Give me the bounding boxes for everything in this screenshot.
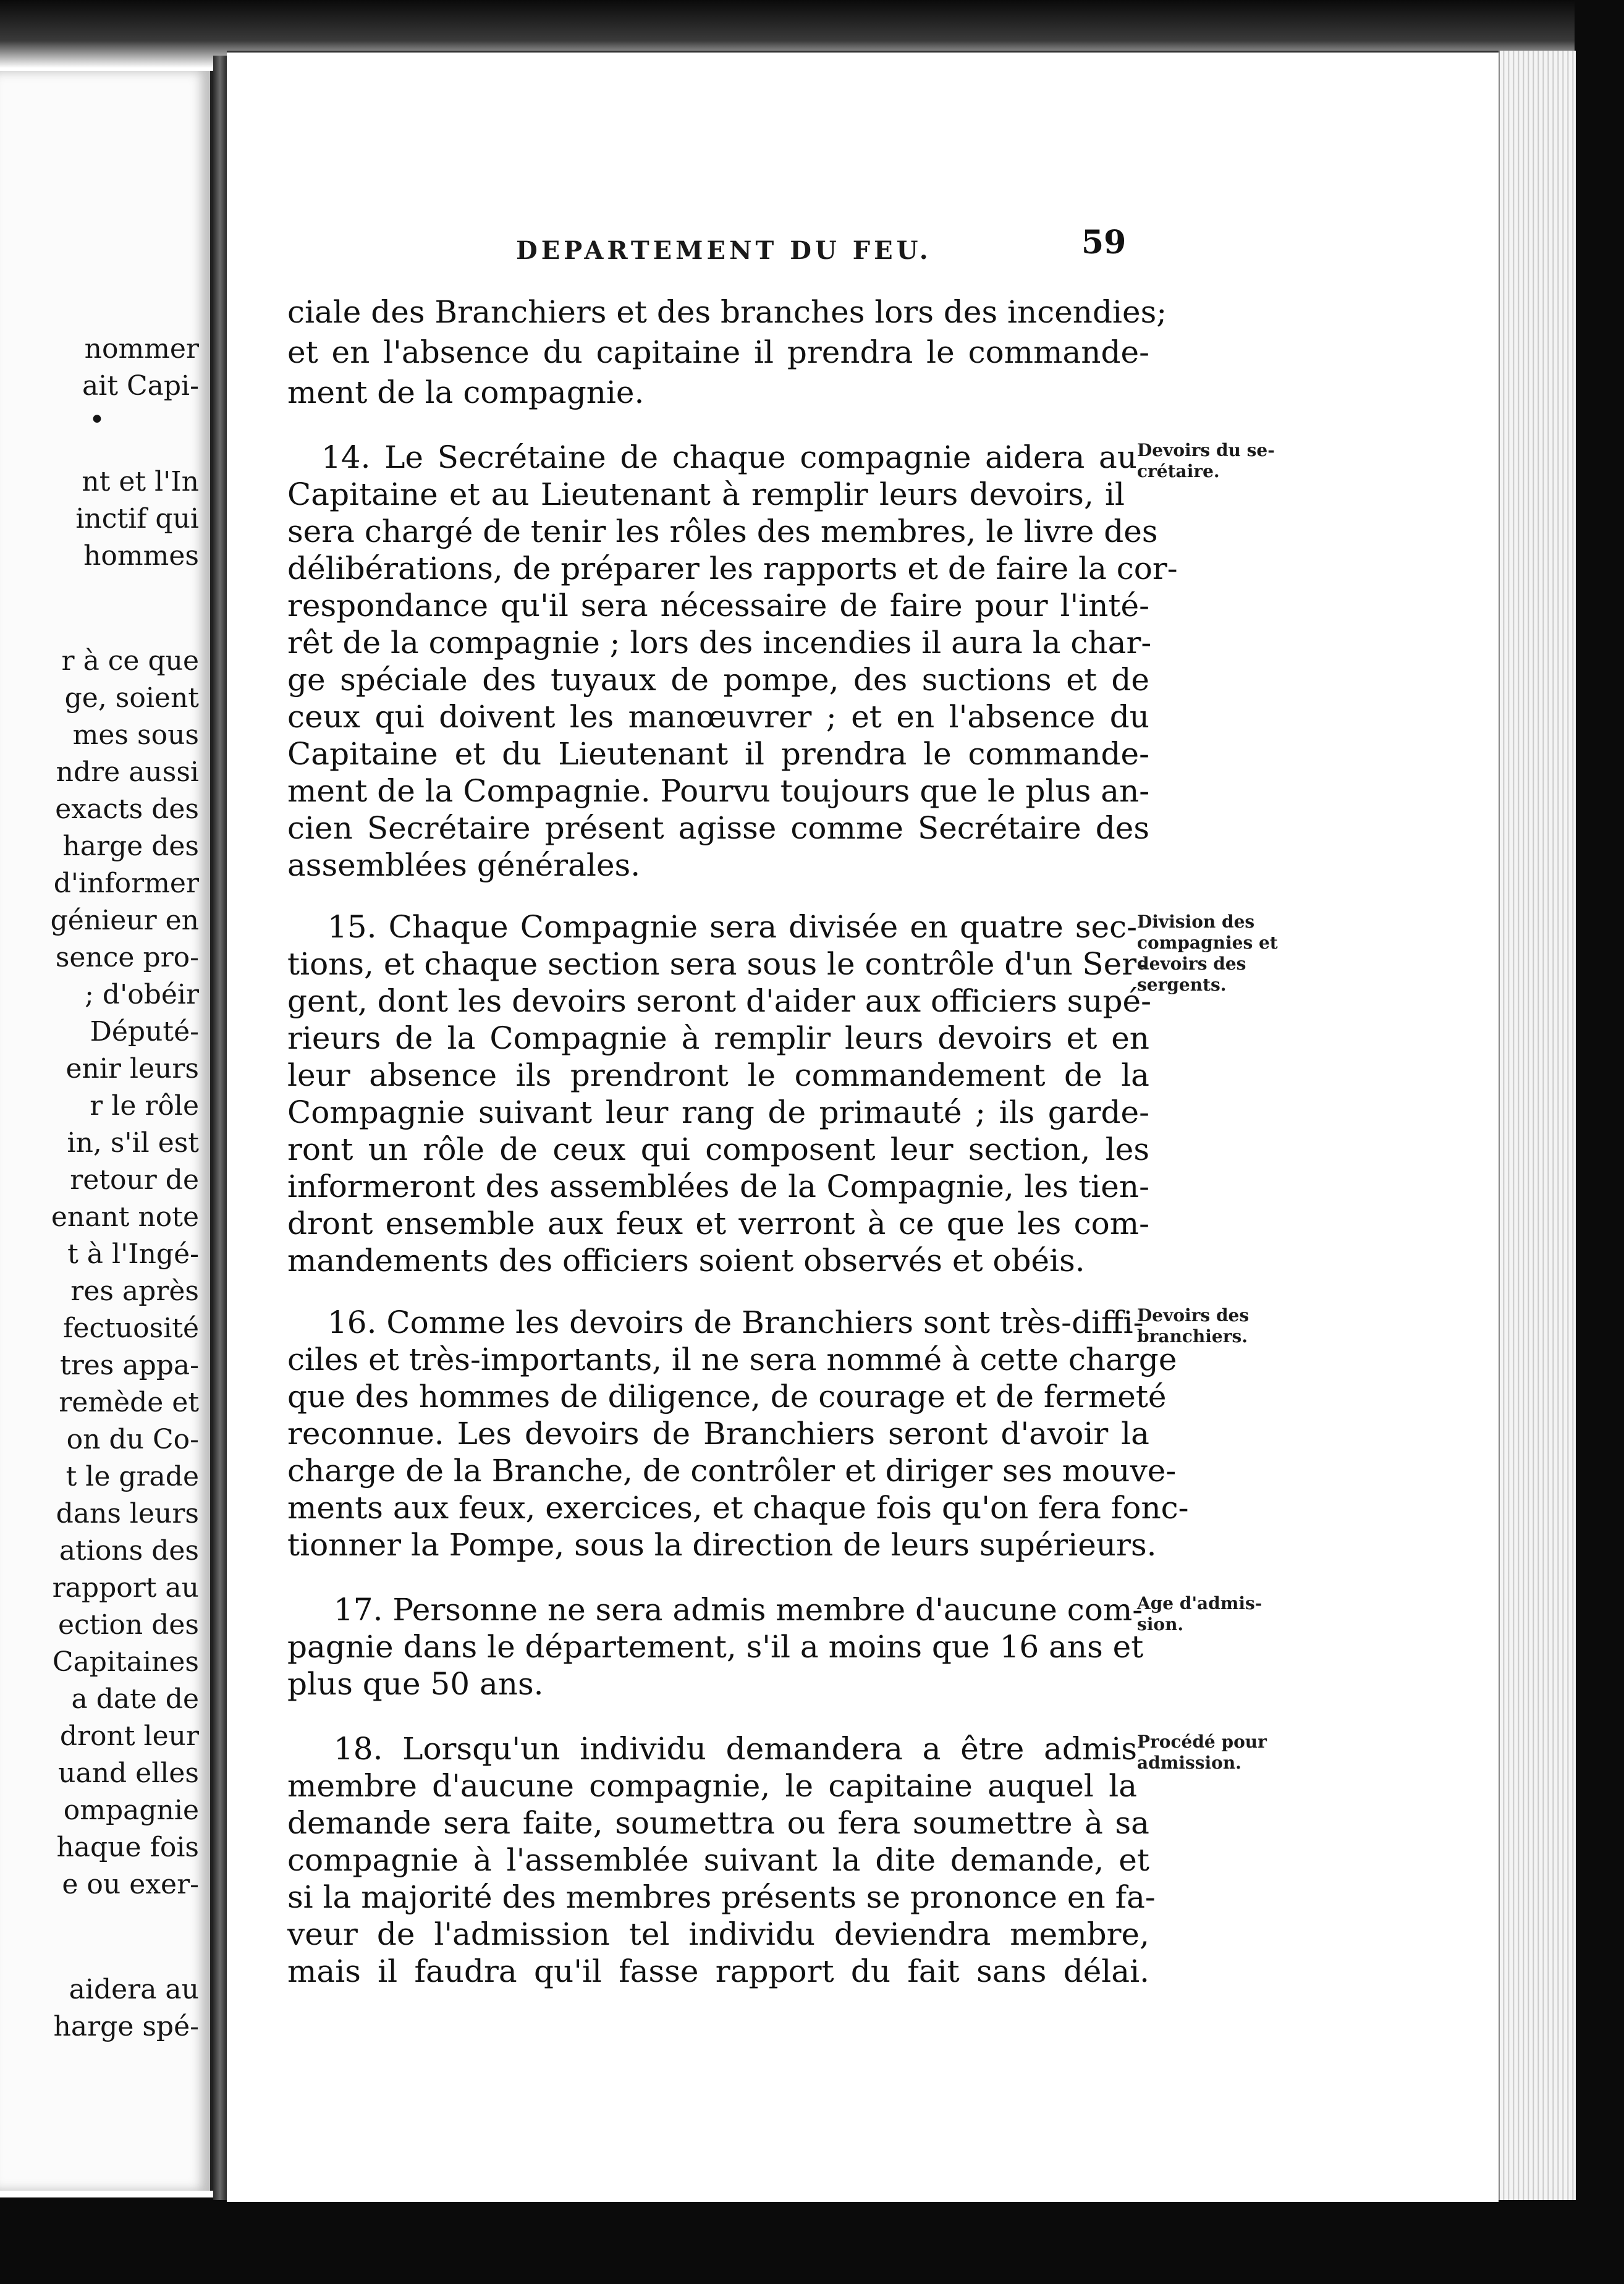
text-line: Capitaine et du Lieutenant il prendra le commande- <box>287 736 1149 772</box>
left-page-line: harge spé- <box>53 2011 199 2042</box>
left-page-line: ompagnie <box>63 1795 199 1826</box>
left-page-line: tres appa- <box>60 1350 199 1381</box>
margin-note <box>1137 440 1304 482</box>
text-line: gent, dont les devoirs seront d'aider aux officiers supé- <box>287 983 1151 1019</box>
text-line: demande sera faite, soumettra ou fera soumettre à sa <box>287 1805 1149 1841</box>
text-line: rieurs de la Compagnie à remplir leurs devoirs et en <box>287 1020 1149 1056</box>
left-page-line: in, s'il est <box>67 1127 199 1159</box>
margin-note <box>1137 1732 1304 1774</box>
left-page-line: ; d'obéir <box>85 979 199 1010</box>
page-edges <box>1499 51 1576 2200</box>
scan-bottom-border <box>0 2197 1624 2284</box>
left-page-line: aidera au <box>69 1974 199 2005</box>
left-page-line: ndre aussi <box>56 756 199 788</box>
page-number: 59 <box>1081 224 1127 261</box>
left-page-line: hommes <box>83 540 199 572</box>
text-line: ciles et très-importants, il ne sera nommé à cette charge <box>287 1342 1177 1377</box>
left-page-line: t le grade <box>66 1461 199 1492</box>
text-line: cien Secrétaire présent agisse comme Secrétaire des <box>287 810 1149 846</box>
text-line: et en l'absence du capitaine il prendra le commande- <box>287 334 1149 370</box>
left-page-line: ait Capi- <box>82 370 199 402</box>
margin-note <box>1137 1305 1304 1347</box>
left-page-line: t à l'Ingé- <box>67 1238 199 1270</box>
text-line: 18. Lorsqu'un individu demandera a être admis <box>334 1731 1137 1767</box>
left-page-line: nommer <box>84 333 199 365</box>
running-head: DEPARTEMENT DU FEU. <box>516 236 932 265</box>
left-page-line: fectuosité <box>63 1313 199 1344</box>
left-page-line: e ou exer- <box>62 1869 199 1900</box>
margin-note-line: admission. <box>1137 1753 1241 1773</box>
text-line: Capitaine et au Lieutenant à remplir leurs devoirs, il <box>287 476 1125 512</box>
margin-note-line: compagnies et <box>1137 933 1278 953</box>
text-line: rêt de la compagnie ; lors des incendies il aura la char- <box>287 625 1152 661</box>
left-page-line: rapport au <box>52 1572 199 1604</box>
text-line: compagnie à l'assemblée suivant la dite demande, et <box>287 1842 1149 1878</box>
left-page-line: ection des <box>57 1609 199 1641</box>
text-line: reconnue. Les devoirs de Branchiers seront d'avoir la <box>287 1416 1149 1452</box>
left-page-line: enant note <box>51 1201 199 1233</box>
left-page-line: • <box>89 404 105 436</box>
text-line: respondance qu'il sera nécessaire de faire pour l'inté- <box>287 588 1149 624</box>
left-page-line: enir leurs <box>66 1053 199 1085</box>
text-line: ment de la compagnie. <box>287 374 645 410</box>
previous-page-fragment <box>0 71 213 2191</box>
text-line: Compagnie suivant leur rang de primauté ; ils garde- <box>287 1094 1149 1130</box>
text-line: sera chargé de tenir les rôles des membres, le livre des <box>287 514 1158 549</box>
text-line: charge de la Branche, de contrôler et diriger ses mouve- <box>287 1453 1177 1489</box>
text-line: informeront des assemblées de la Compagnie, les tien- <box>287 1169 1149 1204</box>
margin-note-line: crétaire. <box>1137 461 1220 481</box>
text-line: ment de la Compagnie. Pourvu toujours que le plus an- <box>287 773 1150 809</box>
margin-note-line: Devoirs des <box>1137 1305 1250 1326</box>
text-line: ceux qui doivent les manœuvrer ; et en l'absence du <box>287 699 1149 735</box>
book-gutter <box>213 56 227 2200</box>
left-page-line: ge, soient <box>64 682 199 714</box>
text-line: mandements des officiers soient observés et obéis. <box>287 1243 1085 1279</box>
scan-right-border <box>1575 0 1624 2284</box>
left-page-line: remède et <box>59 1387 199 1418</box>
margin-note-line: devoirs des <box>1137 954 1246 974</box>
text-line: pagnie dans le département, s'il a moins que 16 ans et <box>287 1629 1144 1665</box>
text-line: plus que 50 ans. <box>287 1666 544 1702</box>
text-line: tionner la Pompe, sous la direction de leurs supérieurs. <box>287 1527 1157 1563</box>
left-page-line: inctif qui <box>75 503 199 535</box>
left-page-line: Capitaines <box>52 1646 199 1678</box>
left-page-line: uand elles <box>58 1757 199 1789</box>
margin-note-line: sion. <box>1137 1614 1184 1635</box>
text-line: ront un rôle de ceux qui composent leur section, les <box>287 1131 1149 1167</box>
text-line: 14. Le Secrétaine de chaque compagnie aidera au <box>321 439 1137 475</box>
left-page-line: dront leur <box>59 1720 199 1752</box>
left-page-line: r à ce que <box>61 645 199 677</box>
left-page-line: r le rôle <box>90 1090 199 1122</box>
text-line: 17. Personne ne sera admis membre d'aucune com- <box>334 1592 1143 1628</box>
left-page-line: génieur en <box>50 905 199 936</box>
text-line: 16. Comme les devoirs de Branchiers sont très-diffi- <box>328 1305 1144 1340</box>
left-page-line: ations des <box>59 1535 199 1567</box>
left-page-line: harge des <box>62 831 199 862</box>
margin-note <box>1137 911 1304 996</box>
text-line: mais il faudra qu'il fasse rapport du fait sans délai. <box>287 1953 1149 1989</box>
text-line: ge spéciale des tuyaux de pompe, des suctions et de <box>287 662 1149 698</box>
text-line: ments aux feux, exercices, et chaque fois qu'on fera fonc- <box>287 1490 1189 1526</box>
margin-note-line: branchiers. <box>1137 1326 1248 1347</box>
left-page-line: nt et l'In <box>82 466 199 497</box>
text-line: dront ensemble aux feux et verront à ce que les com- <box>287 1206 1149 1241</box>
text-line: ciale des Branchiers et des branches lors des incendies; <box>287 294 1167 330</box>
text-line: veur de l'admission tel individu deviendra membre, <box>287 1916 1149 1952</box>
left-page-line: sence pro- <box>55 942 199 973</box>
left-page-line: haque fois <box>56 1832 199 1863</box>
left-page-line: exacts des <box>55 793 199 825</box>
left-page-line: a date de <box>71 1683 199 1715</box>
text-line: que des hommes de diligence, de courage et de fermeté <box>287 1379 1167 1415</box>
margin-note-line: sergents. <box>1137 975 1227 995</box>
left-page-line: Député- <box>90 1016 199 1047</box>
text-line: membre d'aucune compagnie, le capitaine auquel la <box>287 1768 1137 1804</box>
left-page-line: mes sous <box>72 719 199 751</box>
margin-note-line: Devoirs du se- <box>1137 440 1275 460</box>
margin-note <box>1137 1593 1304 1635</box>
left-page-line: d'informer <box>53 868 199 899</box>
text-line: si la majorité des membres présents se prononce en fa- <box>287 1879 1156 1915</box>
text-line: délibérations, de préparer les rapports et de faire la cor- <box>287 551 1178 586</box>
left-page-line: on du Co- <box>66 1424 199 1455</box>
left-page-line: res après <box>70 1275 199 1307</box>
margin-note-line: Age d'admis- <box>1137 1593 1262 1614</box>
margin-note-line: Procédé pour <box>1137 1732 1267 1752</box>
left-page-line: dans leurs <box>56 1498 199 1529</box>
text-line: assemblées générales. <box>287 847 641 883</box>
left-page-line: retour de <box>70 1164 199 1196</box>
margin-note-line: Division des <box>1137 911 1255 932</box>
text-line: tions, et chaque section sera sous le contrôle d'un Ser- <box>287 946 1148 982</box>
text-line: leur absence ils prendront le commandement de la <box>287 1057 1149 1093</box>
text-line: 15. Chaque Compagnie sera divisée en quatre sec- <box>328 909 1137 945</box>
